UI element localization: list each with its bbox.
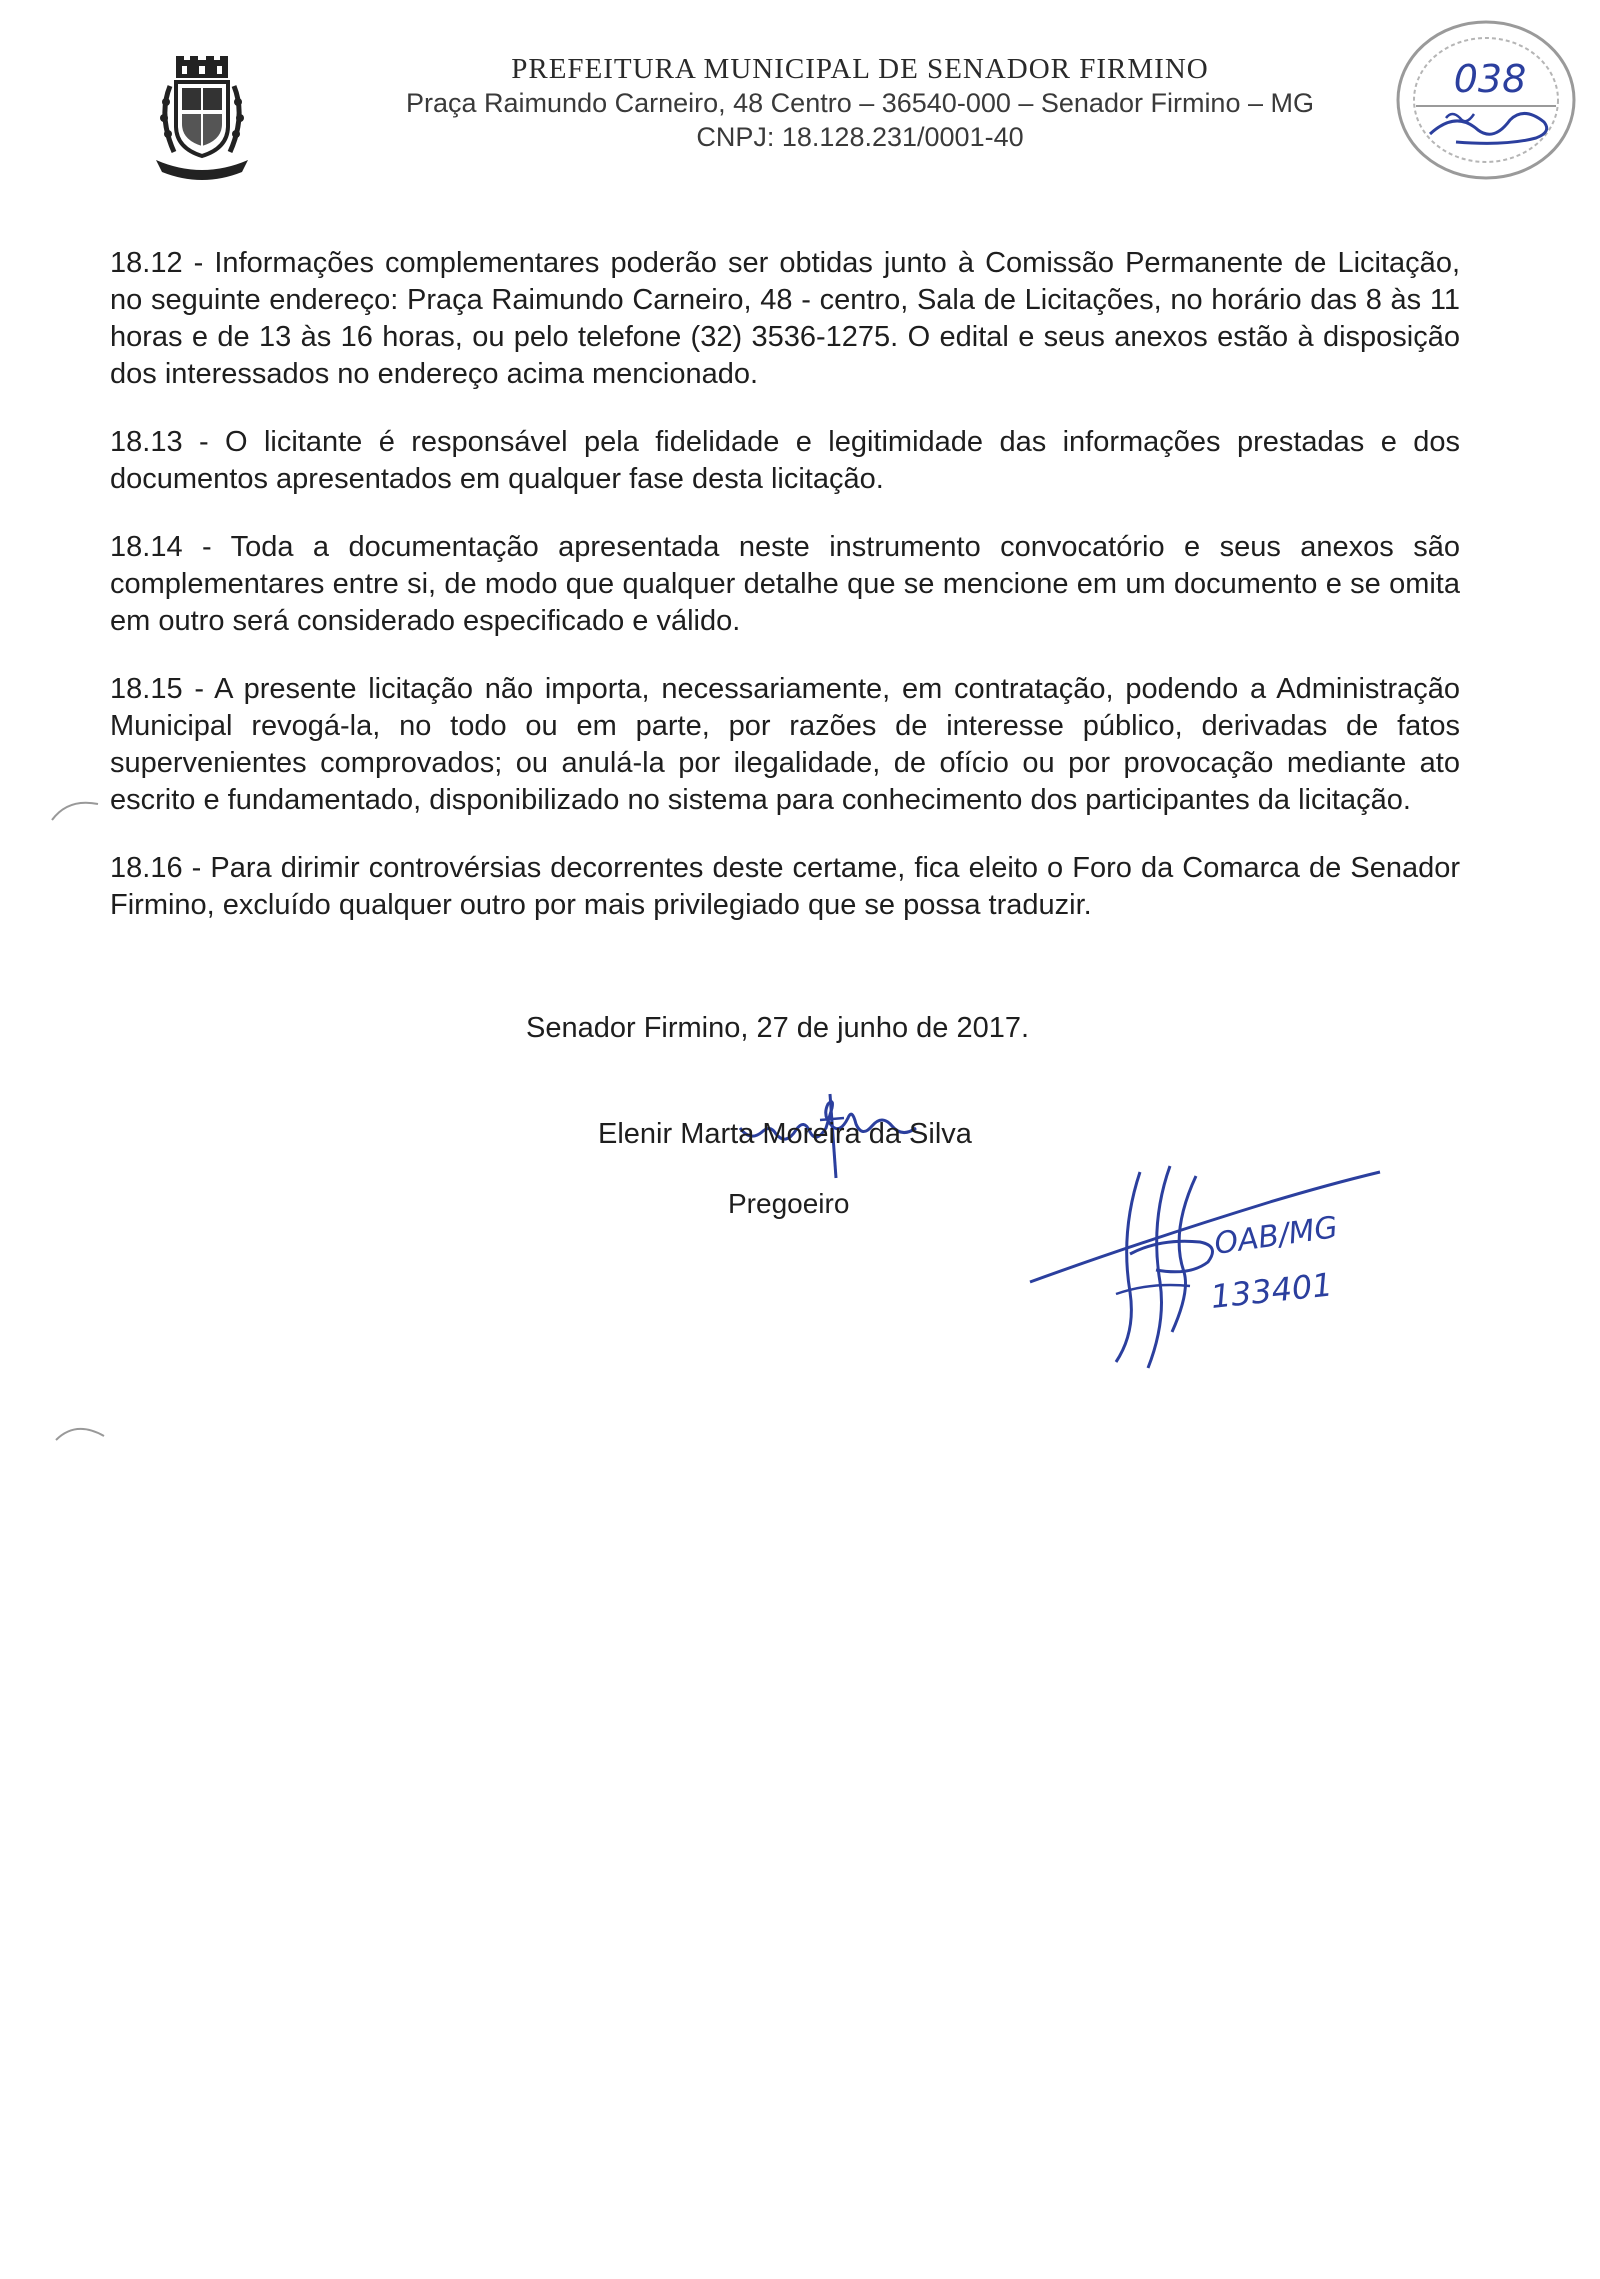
clause-18-13: 18.13 - O licitante é responsável pela fidelidade e legitimidade das informações prestadas e dos documentos apresentados em qualquer fase desta licitação.	[110, 426, 1460, 495]
clause-18-12: 18.12 - Informações complementares poderão ser obtidas junto à Comissão Permanente de Licitação, no seguinte endereço: Praça Raimundo Carneiro, 48 - centro, Sala de Licitações, no horário das 8 às 11 horas e de 13 às 16 horas, ou pelo telefone (32) 3536-1275. O edital e seus anexos estão à disposição dos interessados no endereço acima mencionado.	[110, 247, 1460, 390]
clause-18-16: 18.16 - Para dirimir controvérsias decorrentes deste certame, fica eleito o Foro da Comarca de Senador Firmino, excluído qualquer outro por mais privilegiado que se possa traduzir.	[110, 852, 1460, 921]
municipal-crest-logo	[152, 56, 252, 182]
signer-name: Elenir Marta Moreira da Silva	[598, 1118, 972, 1150]
oab-annotation-line2: 133401	[1208, 1265, 1335, 1316]
attorney-signature	[1020, 1162, 1390, 1372]
place-date: Senador Firmino, 27 de junho de 2017.	[526, 1012, 1030, 1044]
oab-annotation-line1: OAB/MG	[1212, 1210, 1340, 1262]
signer-role: Pregoeiro	[728, 1188, 850, 1219]
clause-18-14: 18.14 - Toda a documentação apresentada neste instrumento convocatório e seus anexos são complementares entre si, de modo que qualquer detalhe que se mencione em um documento e se omita em outro será considerado especificado e válido.	[110, 531, 1460, 637]
clause-18-15: 18.15 - A presente licitação não importa, necessariamente, em contratação, podendo a Administração Municipal revogá-la, no todo ou em parte, por razões de interesse público, derivadas de fatos supervenientes comprovados; ou anulá-la por ilegalidade, de ofício ou por provocação mediante ato escrito e fundamentado, disponibilizado no sistema para conhecimento dos participantes da licitação.	[110, 673, 1460, 816]
page-number-stamp	[1386, 14, 1582, 190]
org-cnpj: CNPJ: 18.128.231/0001-40	[696, 122, 1024, 152]
letterhead	[360, 52, 1360, 154]
org-name: PREFEITURA MUNICIPAL DE SENADOR FIRMINO	[511, 53, 1209, 85]
punch-hole-mark	[48, 790, 108, 830]
punch-hole-mark	[52, 1410, 112, 1450]
page-number-value: 038	[1453, 57, 1527, 101]
org-address: Praça Raimundo Carneiro, 48 Centro – 36540-000 – Senador Firmino – MG	[406, 88, 1314, 118]
clauses-section	[110, 245, 1460, 955]
